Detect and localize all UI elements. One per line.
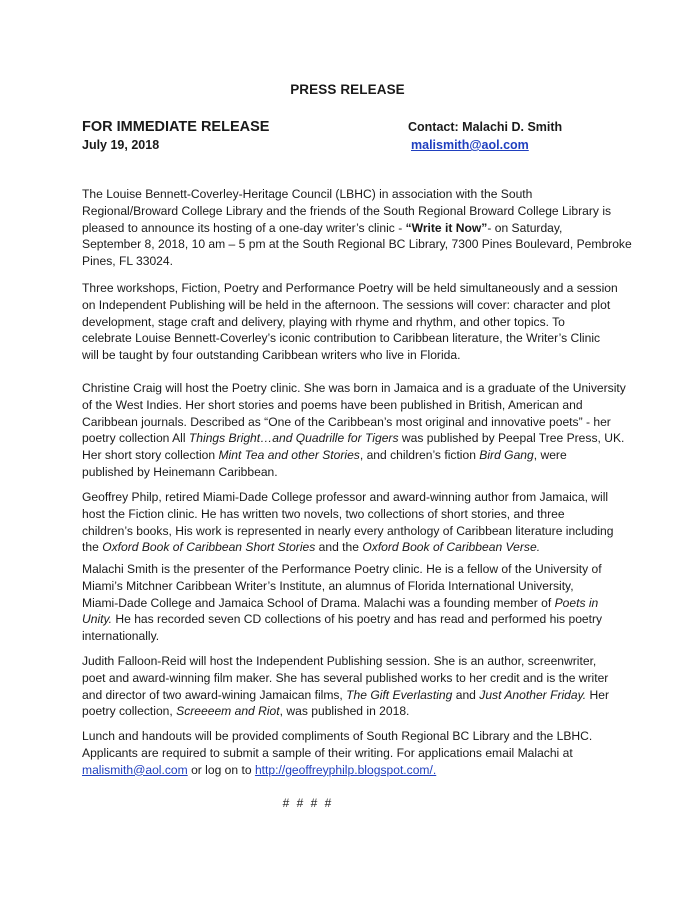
text-segment: and director of two award-wining Jamaican films, [82, 687, 347, 702]
text-line: September 8, 2018, 10 am – 5 pm at the South Regional BC Library, 7300 Pines Boulevard, Pembroke [82, 237, 632, 252]
contact-block [408, 118, 562, 154]
paragraph-christine-craig [82, 380, 626, 481]
release-header [82, 118, 269, 154]
text-line [82, 595, 622, 612]
page-title: PRESS RELEASE [290, 82, 405, 97]
text-line [82, 703, 622, 720]
text-segment: Her [586, 687, 609, 702]
text-segment: or log on to [187, 762, 255, 777]
text-segment: , and children’s fiction [359, 448, 480, 463]
event-name: “Write it Now” [405, 220, 488, 235]
book-title: Bird Gang [479, 448, 534, 463]
text-segment: He has recorded seven CD collections of his poetry and has read and performed his poetry [112, 612, 603, 627]
text-segment: pleased to announce its hosting of a one-day writer’s clinic - [82, 220, 406, 235]
text-segment: poetry collection All [82, 431, 189, 446]
blog-url-link[interactable]: http://geoffreyphilp.blogspot.com/. [254, 762, 437, 777]
text-line [82, 430, 625, 447]
text-line [82, 687, 622, 704]
text-line: poet and award-winning film maker. She has several published works to her credit and is the writer [82, 670, 609, 685]
text-segment: , were [533, 448, 567, 463]
end-mark: # # # # [282, 796, 334, 810]
email-link[interactable]: malismith@aol.com [82, 762, 188, 777]
paragraph-applications [82, 728, 622, 778]
text-segment: and [452, 687, 480, 702]
text-segment: poetry collection, [82, 704, 177, 719]
contact-email-link[interactable]: malismith@aol.com [411, 138, 529, 152]
text-line: Pines, FL 33024. [82, 254, 173, 269]
text-line: will be taught by four outstanding Caribbean writers who live in Florida. [82, 348, 461, 363]
book-title: Oxford Book of Caribbean Short Stories [102, 540, 316, 555]
text-line [82, 762, 622, 779]
text-line: Geoffrey Philp, retired Miami-Dade College professor and award-winning author from Jamaica, will [82, 490, 609, 504]
text-line: Christine Craig will host the Poetry clinic. She was born in Jamaica and is a graduate of the University [82, 381, 626, 395]
text-line: Lunch and handouts will be provided compliments of South Regional BC Library and the LBHC. [82, 729, 593, 743]
text-line: host the Fiction clinic. He has written two novels, two collections of short stories, and three [82, 506, 565, 521]
text-line: children’s books, His work is represented in nearly every anthology of Caribbean literature including [82, 523, 614, 538]
film-title: Just Another Friday. [479, 687, 587, 702]
text-line [82, 220, 622, 237]
text-line: Three workshops, Fiction, Poetry and Performance Poetry will be held simultaneously and a session [82, 281, 618, 295]
paragraph-workshops [82, 280, 622, 364]
text-line [82, 447, 622, 464]
text-segment: - on Saturday, [487, 220, 563, 235]
text-line: development, stage craft and delivery, playing with rhyme and rhythm, and other topics. To [82, 314, 565, 329]
text-segment: the [82, 540, 103, 555]
text-segment: Miami-Dade College and Jamaica School of Drama. Malachi was a founding member of [82, 595, 555, 610]
group-name: Unity. [82, 612, 113, 627]
text-line: Regional/Broward College Library and the friends of the South Regional Broward College Library is [82, 203, 612, 218]
text-line: Applicants are required to submit a sample of their writing. For applications email Malachi at [82, 745, 573, 760]
release-label: FOR IMMEDIATE RELEASE [82, 119, 270, 135]
release-date: July 19, 2018 [82, 138, 160, 152]
text-line: on Independent Publishing will be held in the afternoon. The sessions will cover: character and plot [82, 297, 611, 312]
paragraph-malachi-smith [82, 561, 622, 645]
book-title: Oxford Book of Caribbean Verse. [362, 540, 541, 555]
paragraph-intro [82, 186, 632, 270]
text-line: internationally. [82, 629, 160, 644]
book-title: Mint Tea and other Stories [218, 448, 360, 463]
text-line: The Louise Bennett-Coverley-Heritage Council (LBHC) in association with the South [82, 187, 533, 201]
text-line: Judith Falloon-Reid will host the Independent Publishing session. She is an author, screenwriter, [82, 654, 597, 668]
text-line: Malachi Smith is the presenter of the Performance Poetry clinic. He is a fellow of the University of [82, 562, 602, 576]
text-segment: Her short story collection [82, 448, 219, 463]
paragraph-judith-falloon-reid [82, 653, 622, 720]
book-title: Things Bright…and Quadrille for Tigers [188, 431, 399, 446]
paragraph-geoffrey-philp [82, 489, 622, 556]
group-name: Poets in [554, 595, 599, 610]
book-title: Screeeem and Riot [176, 704, 280, 719]
text-line [82, 539, 622, 556]
text-segment: and the [315, 540, 363, 555]
text-segment: , was published in 2018. [279, 704, 410, 719]
film-title: The Gift Everlasting [346, 687, 453, 702]
text-line: celebrate Louise Bennett-Coverley’s iconic contribution to Caribbean literature, the Writer’s Clinic [82, 331, 601, 346]
contact-name: Contact: Malachi D. Smith [408, 120, 563, 134]
text-line [82, 611, 622, 628]
text-line: Caribbean journals. Described as “One of the Caribbean’s most original and innovative poets” - her [82, 414, 611, 429]
text-line: published by Heinemann Caribbean. [82, 464, 278, 479]
text-line: of the West Indies. Her short stories and poems have been published in British, American and [82, 397, 583, 412]
text-segment: was published by Peepal Tree Press, UK. [398, 431, 625, 446]
text-line: Miami’s Mitchner Caribbean Writer’s Institute, an alumnus of Florida International University, [82, 578, 574, 593]
